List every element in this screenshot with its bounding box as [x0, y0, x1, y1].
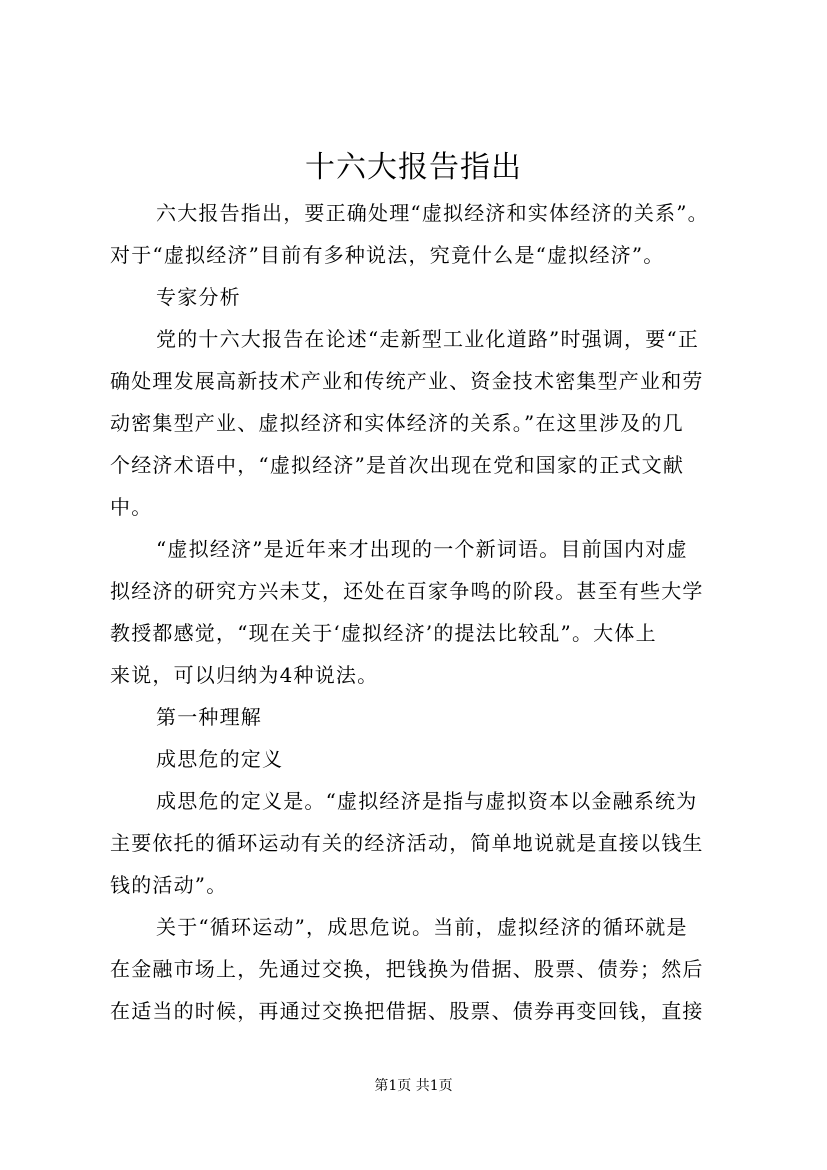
section-heading: 第一种理解	[156, 705, 262, 729]
page-footer: 第1页 共1页	[374, 1078, 453, 1094]
section-heading: 成思危的定义	[156, 747, 284, 771]
section-heading: 专家分析	[156, 285, 241, 309]
paragraph-line: 来说，可以归纳为4种说法。	[110, 663, 379, 687]
paragraph-line: “虚拟经济”是近年来才出现的一个新词语。目前国内对虚	[156, 537, 688, 561]
paragraph-line: 在金融市场上，先通过交换，把钱换为借据、股票、债券；然后	[110, 957, 704, 981]
paragraph-line: 成思危的定义是。“虚拟经济是指与虚拟资本以金融系统为	[156, 789, 698, 813]
paragraph-line: 党的十六大报告在论述“走新型工业化道路”时强调，要“正	[156, 327, 700, 351]
paragraph-line: 教授都感觉，“现在关于‘虚拟经济’的提法比较乱”。大体上	[110, 621, 657, 645]
paragraph-line: 拟经济的研究方兴未艾，还处在百家争鸣的阶段。甚至有些大学	[110, 579, 704, 603]
paragraph-line: 主要依托的循环运动有关的经济活动，简单地说就是直接以钱生	[110, 831, 704, 855]
paragraph-line: 钱的活动”。	[110, 873, 228, 897]
paragraph-line: 对于“虚拟经济”目前有多种说法，究竟什么是“虚拟经济”。	[110, 243, 665, 267]
paragraph-line: 在适当的时候，再通过交换把借据、股票、债券再变回钱，直接	[110, 999, 704, 1023]
paragraph-line: 六大报告指出，要正确处理“虚拟经济和实体经济的关系”。	[156, 201, 709, 225]
paragraph-line: 关于“循环运动”，成思危说。当前，虚拟经济的循环就是	[156, 915, 688, 939]
paragraph-line: 中。	[110, 495, 153, 519]
paragraph-line: 个经济术语中，“虚拟经济”是首次出现在党和国家的正式文献	[110, 453, 685, 477]
paragraph-line: 确处理发展高新技术产业和传统产业、资金技术密集型产业和劳	[110, 369, 704, 393]
paragraph-line: 动密集型产业、虚拟经济和实体经济的关系。”在这里涉及的几	[110, 411, 684, 435]
document-title: 十六大报告指出	[305, 150, 522, 185]
